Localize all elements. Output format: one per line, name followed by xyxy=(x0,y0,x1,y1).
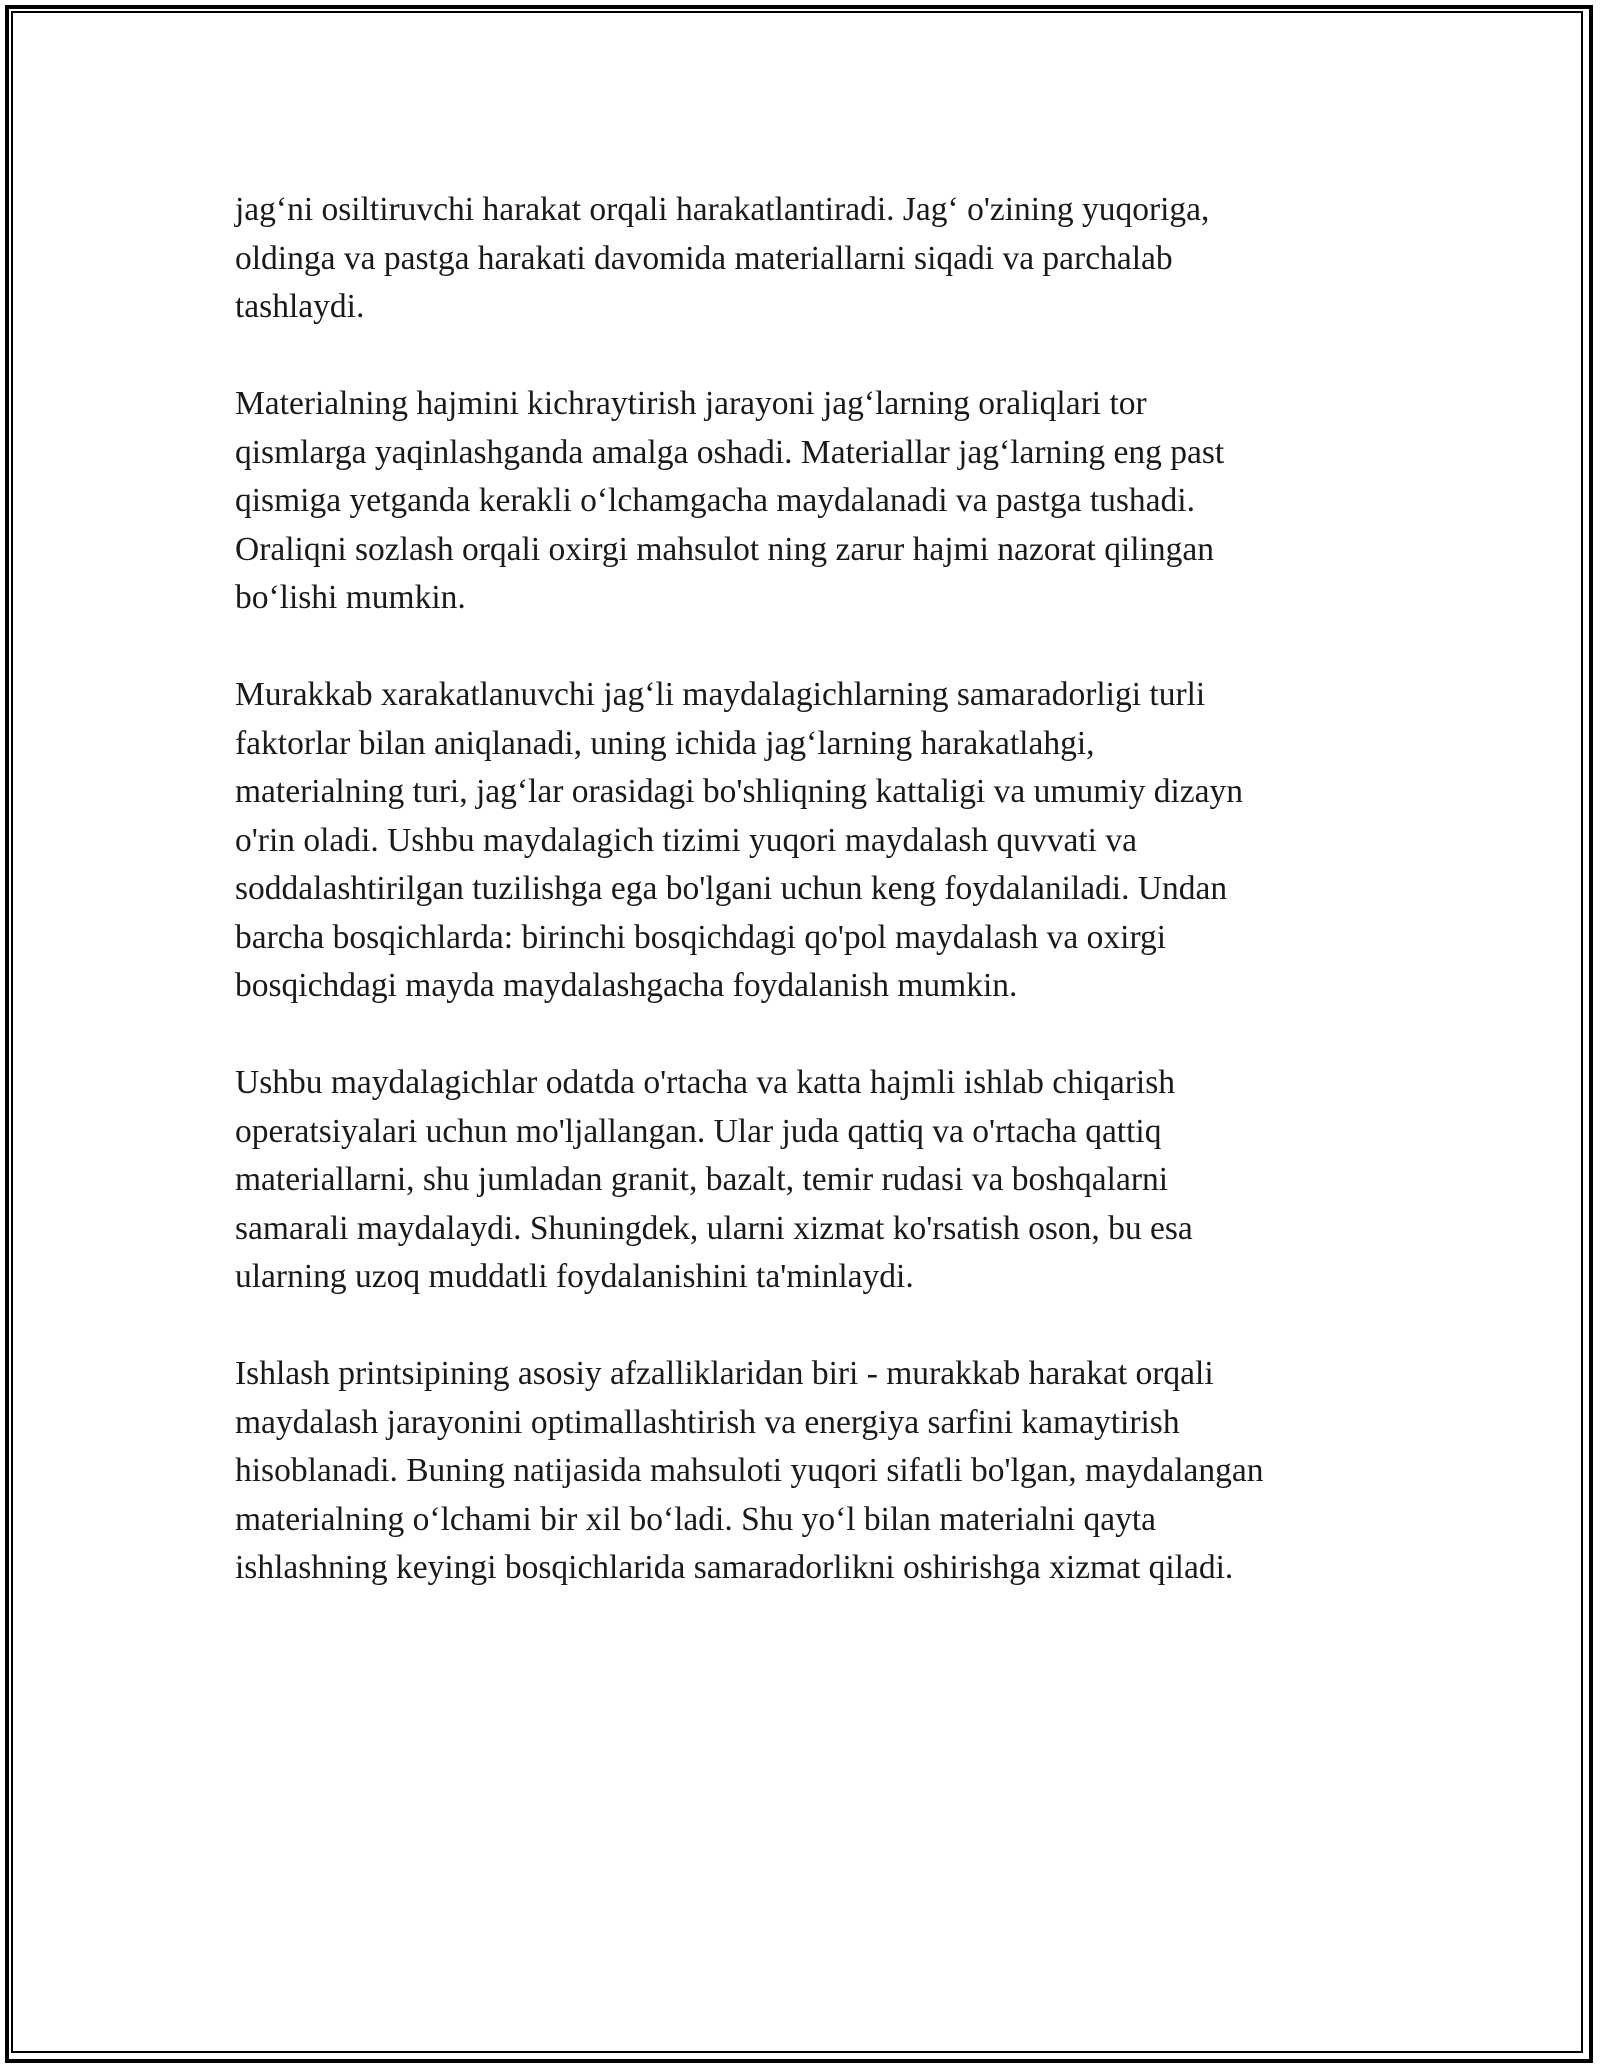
paragraph-2: Materialning hajmini kichraytirish jarayoni jag‘larning oraliqlari tor qismlarga yaqinlashganda amalga oshadi. Materiallar jag‘larning eng past qismiga yetganda kerakli o‘lchamgacha maydalanadi va pastga tushadi. Oraliqni sozlash orqali oxirgi mahsulot ning zarur hajmi nazorat qilingan bo‘lishi mumkin. xyxy=(235,385,1225,616)
document-body xyxy=(235,186,1415,1641)
paragraph-4: Ushbu maydalagichlar odatda o'rtacha va katta hajmli ishlab chiqarish operatsiyalari uchun mo'ljallangan. Ular juda qattiq va o'rtacha qattiq materiallarni, shu jumladan granit, bazalt, temir rudasi va boshqalarni samarali maydalaydi. Shuningdek, ularni xizmat ko'rsatish oson, bu esa ularning uzoq muddatli foydalanishini ta'minlaydi. xyxy=(235,1064,1193,1295)
paragraph-1: jag‘ni osiltiruvchi harakat orqali harakatlantiradi. Jag‘ o'zining yuqoriga, oldinga va pastga harakati davomida materiallarni siqadi va parchalab tashlaydi. xyxy=(235,191,1210,325)
paragraph-3: Murakkab xarakatlanuvchi jag‘li maydalagichlarning samaradorligi turli faktorlar bilan aniqlanadi, uning ichida jag‘larning harakatlahgi, materialning turi, jag‘lar orasidagi bo'shliqning kattaligi va umumiy dizayn o'rin oladi. Ushbu maydalagich tizimi yuqori maydalash quvvati va soddalashtirilgan tuzilishga ega bo'lgani uchun keng foydalaniladi. Undan barcha bosqichlarda: birinchi bosqichdagi qo'pol maydalash va oxirgi bosqichdagi mayda maydalashgacha foydalanish mumkin. xyxy=(235,676,1244,1004)
paragraph-5: Ishlash printsipining asosiy afzalliklaridan biri - murakkab harakat orqali maydalash jarayonini optimallashtirish va energiya sarfini kamaytirish hisoblanadi. Buning natijasida mahsuloti yuqori sifatli bo'lgan, maydalangan materialning o‘lchami bir xil bo‘ladi. Shu yo‘l bilan materialni qayta ishlashning keyingi bosqichlarida samaradorlikni oshirishga xizmat qiladi. xyxy=(235,1355,1264,1586)
